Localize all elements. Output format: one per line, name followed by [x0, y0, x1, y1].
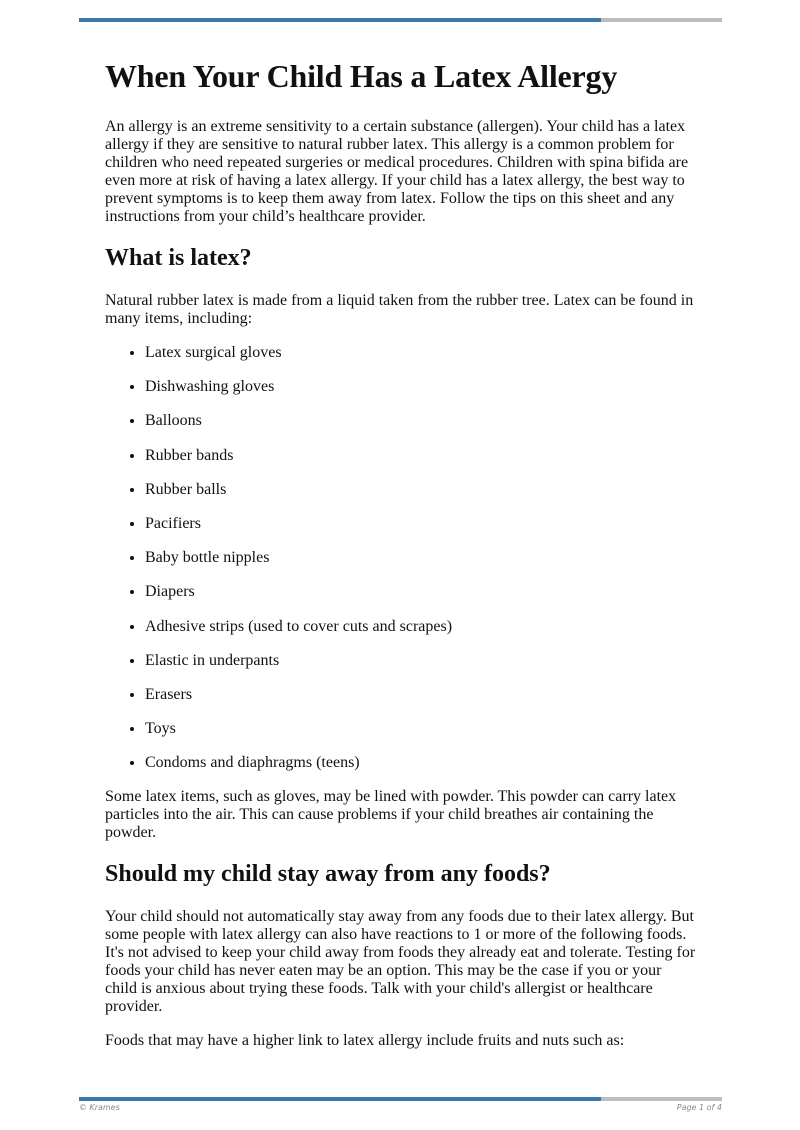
list-item: • Pacifiers [145, 515, 697, 533]
footer-bar [79, 1097, 722, 1101]
list-item: • Adhesive strips (used to cover cuts and scrapes) [145, 618, 697, 636]
section-heading-what-is-latex: What is latex? [105, 245, 252, 271]
footer-bar-accent [79, 1097, 601, 1101]
latex-description: Natural rubber latex is made from a liquid taken from the rubber tree. Latex can be found in many items, including: [105, 292, 694, 327]
foods-paragraph: Your child should not automatically stay away from any foods due to their latex allergy. But some people with latex allergy can also have reactions to 1 or more of the following foods. It's not advised to keep your child away from foods they already eat and tolerate. Testing for foods your child has never eaten may be an option. This may be the case if you or your child is anxious about trying these foods. Talk with your child's allergist or healthcare provider. [105, 908, 696, 1016]
list-item: • Latex surgical gloves [145, 344, 697, 362]
list-item: • Rubber balls [145, 481, 697, 499]
copyright-text: © Krames [79, 1103, 120, 1112]
list-item: • Diapers [145, 583, 697, 601]
list-item: • Condoms and diaphragms (teens) [145, 754, 697, 772]
list-item: • Erasers [145, 686, 697, 704]
latex-items-list [105, 344, 697, 772]
list-item: • Baby bottle nipples [145, 549, 697, 567]
footer-bar-gray [601, 1097, 722, 1101]
header-bar-gray [601, 18, 722, 22]
header-bar-accent [79, 18, 601, 22]
foods-link-paragraph: Foods that may have a higher link to latex allergy include fruits and nuts such as: [105, 1032, 625, 1050]
list-item: • Elastic in underpants [145, 652, 697, 670]
section-heading-foods: Should my child stay away from any foods? [105, 861, 551, 888]
intro-paragraph: An allergy is an extreme sensitivity to a certain substance (allergen). Your child has a latex allergy if they are sensitive to natural rubber latex. This allergy is a common problem for children who need repeated surgeries or medical procedures. Children with spina bifida are even more at risk of having a latex allergy. If your child has a latex allergy, the best way to prevent symptoms is to keep them away from latex. Follow the tips on this sheet and any instructions from your child’s healthcare provider. [105, 118, 689, 225]
header-bar [79, 18, 722, 22]
document-content [105, 54, 697, 1066]
page-footer [79, 1103, 722, 1112]
page-number: Page 1 of 4 [676, 1103, 722, 1112]
list-item: • Rubber bands [145, 447, 697, 465]
page-title: When Your Child Has a Latex Allergy [105, 58, 618, 94]
list-item: • Toys [145, 720, 697, 738]
powder-paragraph: Some latex items, such as gloves, may be lined with powder. This powder can carry latex particles into the air. This can cause problems if your child breathes air containing the powder. [105, 788, 677, 842]
list-item: • Balloons [145, 412, 697, 430]
list-item: • Dishwashing gloves [145, 378, 697, 396]
